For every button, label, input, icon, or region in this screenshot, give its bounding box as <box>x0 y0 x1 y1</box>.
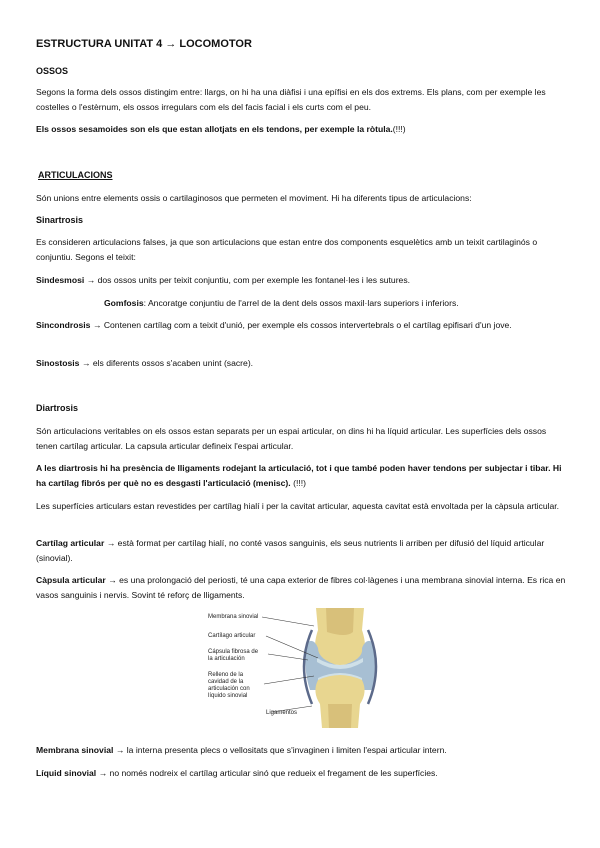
upper-bone-marrow <box>326 608 354 635</box>
arrow-icon: → <box>86 275 96 285</box>
diartrosis-note: (!!!) <box>293 478 306 488</box>
ossos-note: (!!!) <box>392 124 406 134</box>
heading-sinartrosis: Sinartrosis <box>36 215 84 225</box>
sinartrosis-intro: Es consideren articulacions falses, ja que son articulacions que estan entre dos components esquelètics amb un teixit cartilaginós o conjuntiu. Segons el teixit: <box>36 237 538 262</box>
liquid-text: no només nodreix el cartílag articular sinó que redueix el fregament de les superfícies. <box>109 768 438 778</box>
ossos-paragraph-1: Segons la forma dels ossos distingim entre: llargs, on hi ha una diàfisi i una epífisi en els dos extrems. Els plans, com per exemple les costelles o l'estèrnum, els ossos irregulars com els del facis facial i els curts com el peu. <box>36 87 546 112</box>
gomfosis-text: : Ancoratge conjuntiu de l'arrel de la dent dels ossos maxil·lars superiors i inferiors. <box>143 298 459 308</box>
label-cartilago-articular: Cartílago articular <box>208 633 256 639</box>
arrow-icon: → <box>92 320 102 330</box>
sinostosis-text: els diferents ossos s'acaben unint (sacre). <box>92 358 254 368</box>
lower-bone-marrow <box>328 704 352 728</box>
ossos-paragraph-2 <box>36 122 568 137</box>
arrow-icon: → <box>98 768 108 778</box>
liquid-sinovial-item <box>36 766 568 781</box>
capsula-text: es una prolongació del periosti, té una capa exterior de fibres col·làgenes i una membrana sinovial interna. Es rica en vasos sanguinis i nervis. Sovint té reforç de lligaments. <box>36 575 566 600</box>
capsula-term: Càpsula articular <box>36 575 106 585</box>
label-membrana-sinovial: Membrana sinovial <box>208 614 259 620</box>
sinostosis-term: Sinostosis <box>36 358 80 368</box>
heading-diartrosis: Diartrosis <box>36 403 79 413</box>
diartrosis-paragraph-2 <box>36 461 568 491</box>
diartrosis-lligaments-text: A les diartrosis hi ha presència de lligaments rodejant la articulació, tot i que també poden haver tendons per subjectar i tibar. Hi ha cartílag fibrós per què no es desgasti l'articulació (menisc). <box>36 463 562 488</box>
cartilag-text: està format per cartílag hialí, no conté vasos sanguinis, els seus nutrients li arriben per difusió del líquid articular (sinovial). <box>36 538 545 563</box>
capsula-articular-item <box>36 573 568 603</box>
label-relleno-3: articulación con <box>208 686 250 692</box>
label-capsula-fibrosa-2: la articulación <box>208 656 245 662</box>
liquid-term: Líquid sinovial <box>36 768 97 778</box>
diartrosis-paragraph-1: Són articulacions veritables on els ossos estan separats per un espai articular, on dins hi ha líquid articular. Les superfícies dels ossos tenen cartílag articular. La capsula articular defineix l'espai articular. <box>36 426 547 451</box>
membrana-text: la interna presenta plecs o vellositats que s'invaginen i limiten l'espai articular intern. <box>126 745 447 755</box>
heading-articulacions: ARTICULACIONS <box>38 170 113 180</box>
document-title: ESTRUCTURA UNITAT 4 → LOCOMOTOR <box>36 38 252 50</box>
cartilag-articular-item <box>36 536 568 566</box>
articulacions-intro: Són unions entre elements ossis o cartilaginosos que permeten el moviment. Hi ha diferents tipus de articulacions: <box>36 193 472 203</box>
membrana-sinovial-item <box>36 743 568 758</box>
arrow-icon: → <box>108 575 117 585</box>
label-ligamentos: Ligamentos <box>266 710 298 716</box>
arrow-icon: → <box>81 358 91 368</box>
membrana-term: Membrana sinovial <box>36 745 114 755</box>
gomfosis-item <box>104 296 568 311</box>
label-capsula-fibrosa-1: Cápsula fibrosa de <box>208 649 259 655</box>
arrow-icon: → <box>106 538 116 548</box>
sindesmosi-item <box>36 273 568 288</box>
sinostosis-item <box>36 356 568 371</box>
label-relleno-4: líquido sinovial <box>208 693 248 699</box>
sindesmosi-text: dos ossos units per teixit conjuntiu, com per exemple les fontanel·les i les sutures. <box>97 275 411 285</box>
joint-diagram <box>196 608 402 728</box>
label-relleno-2: cavidad de la <box>208 679 244 685</box>
label-relleno-1: Relleno de la <box>208 672 244 678</box>
sincondrosi-item <box>36 318 568 333</box>
ossos-sesamoides-text: Els ossos sesamoides son els que estan allotjats en els tendons, per exemple la ròtula. <box>36 124 393 134</box>
sindesmosi-term: Sindesmosi <box>36 275 85 285</box>
heading-ossos: OSSOS <box>36 66 69 76</box>
sincondrosi-term: Sincondrosis <box>36 320 91 330</box>
cartilag-term: Cartílag articular <box>36 538 105 548</box>
gomfosis-term: Gomfosis <box>104 298 144 308</box>
diartrosis-paragraph-3: Les superfícies articulars estan revestides per cartílag hialí i per la cavitat articular, aquesta cavitat està envoltada per la càpsula articular. <box>36 501 560 511</box>
arrow-icon: → <box>115 745 125 755</box>
sincondrosi-text: Contenen cartílag com a teixit d'unió, per exemple els cossos intervertebrals o el cartílag epifisari d'un jove. <box>103 320 512 330</box>
